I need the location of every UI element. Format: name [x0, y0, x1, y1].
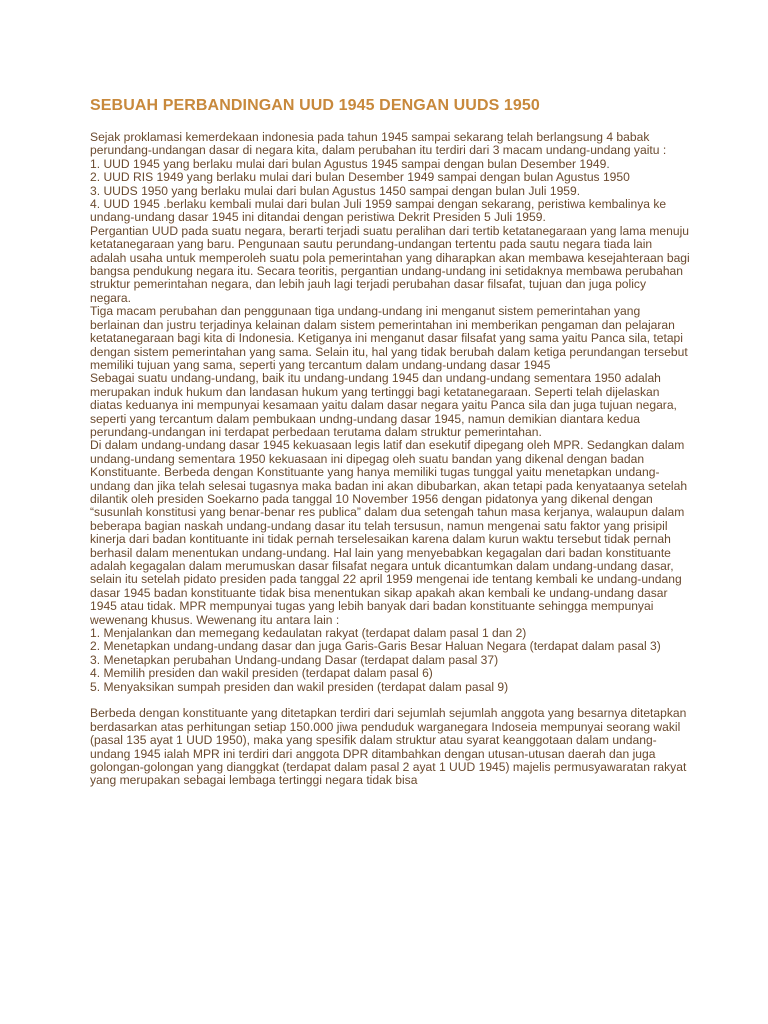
paragraph-kekuasaan: Di dalam undang-undang dasar 1945 kekuasaan legis latif dan esekutif dipegang oleh MPR. Sedangkan dalam undang-undang sementara 1950 kekuasaan ini dipegag oleh suatu bandan yang dikenal dengan badan Konstituante. Berbeda dengan Konstituante yang hanya memiliki tugas tunggal yaitu menetapkan undang-undang dan jika telah selesai tugasnya maka badan ini akan dibubarkan, akan tetapi pada kenyataanya setelah dilantik oleh presiden Soekarno pada tanggal 10 November 1956 dengan pidatonya yang dikenal dengan “susunlah konstitusi yang benar-benar res publica” dalam dua setengah tahun masa kerjanya, walaupun dalam beberapa bagian naskah undang-undang dasar itu telah tersusun, namun mengenai satu faktor yang prisipil kinerja dari badan kontituante ini tidak pernah terselesaikan karena dalam kurun waktu tersebut tidak pernah berhasil dalam menentukan undang-undang. Hal lain yang menyebabkan kegagalan dari badan konstituante adalah kegagalan dalam merumuskan dasar filsafat negara untuk dicantumkan dalam undang-undang dasar, selain itu setelah pidato presiden pada tanggal 22 april 1959 mengenai ide tentang kembali ke undang-undang dasar 1945 badan konstituante tidak bisa menentukan sikap apakah akan kembali ke undang-undang dasar 1945 atau tidak. MPR mempunyai tugas yang lebih banyak dari badan konstituante sehingga mempunyai wewenang khusus. Wewenang itu antara lain :: [90, 438, 688, 627]
list-item: 1. UUD 1945 yang berlaku mulai dari bulan Agustus 1945 sampai dengan bulan Desember 1949.: [90, 156, 610, 171]
list-item: 3. UUDS 1950 yang berlaku mulai dari bulan Agustus 1450 sampai dengan bulan Juli 1959.: [90, 183, 581, 198]
paragraph-konstituante: Berbeda dengan konstituante yang ditetapkan terdiri dari sejumlah sejumlah anggota yang besarnya ditetapkan berdasarkan atas perhitungan setiap 150.000 jiwa penduduk warganegara Indoseia mempunyai seorang wakil (pasal 135 ayat 1 UUD 1950), maka yang spesifik dalam struktur atau syarat keanggotaan dalam undang-undang 1945 ialah MPR ini terdiri dari anggota DPR ditambahkan dengan utusan-utusan daerah dan juga golongan-golongan yang dianggkat (terdapat dalam pasal 2 ayat 1 UUD 1945) majelis permusyawaratan rakyat yang merupakan sebagai lembaga tertinggi negara tidak bisa: [90, 706, 687, 788]
list-item: 2. UUD RIS 1949 yang berlaku mulai dari bulan Desember 1949 sampai dengan bulan Agustus 1950: [90, 170, 630, 185]
document-page: [90, 96, 690, 788]
list-item: 2. Menetapkan undang-undang dasar dan juga Garis-Garis Besar Haluan Negara (terdapat dalam pasal 3): [90, 639, 661, 654]
babak-list: [90, 158, 690, 225]
wewenang-list: [90, 627, 690, 694]
document-title: SEBUAH PERBANDINGAN UUD 1945 DENGAN UUDS 1950: [90, 97, 540, 114]
list-item: 5. Menyaksikan sumpah presiden dan wakil presiden (terdapat dalam pasal 9): [90, 679, 509, 694]
list-item: 4. UUD 1945 .berlaku kembali mulai dari bulan Juli 1959 sampai dengan sekarang, peristiwa kembalinya ke undang-undang dasar 1945 ini ditandai dengan peristiwa Dekrit Presiden 5 Juli 1959.: [90, 197, 667, 225]
paragraph-spacer: [90, 694, 690, 707]
list-item: 1. Menjalankan dan memegang kedaulatan rakyat (terdapat dalam pasal 1 dan 2): [90, 626, 527, 641]
list-item: 3. Menetapkan perubahan Undang-undang Dasar (terdapat dalam pasal 37): [90, 652, 499, 667]
paragraph-tiga-macam: Tiga macam perubahan dan penggunaan tiga undang-undang ini menganut sistem pemerintahan yang berlainan dan justru terjadinya kelainan dalam sistem pemerintahan ini memberikan pengaman dan pelajaran ketatanegaraan bagi kita di Indonesia. Ketiganya ini menganut dasar filsafat yang sama yaitu Panca sila, tetapi dengan sistem pemerintahan yang sama. Selain itu, hal yang tidak berubah dalam ketiga perundangan tersebut memiliki tujuan yang sama, seperti yang tercantum dalam undang-undang dasar 1945: [90, 304, 688, 372]
paragraph-pergantian: Pergantian UUD pada suatu negara, berarti terjadi suatu peralihan dari tertib ketatanegaraan yang lama menuju ketatanegaraan yang baru. Pengunaan sautu perundang-undangan tertentu pada sautu negara tiada lain adalah usaha untuk memperoleh suatu pola pemerintahan yang diharapkan akan membawa kesejahteraan bagi bangsa pendukung negara itu. Secara teoritis, pergantian undang-undang ini setidaknya membawa perubahan struktur pemerintahan negara, dan lebih jauh lagi terjadi perubahan dasar filsafat, tujuan dan juga policy negara.: [90, 223, 690, 305]
paragraph-sebagai-undang-undang: Sebagai suatu undang-undang, baik itu undang-undang 1945 dan undang-undang sementara 1950 adalah merupakan induk hukum dan landasan hukum yang tertinggi bagi ketatanegaraan. Seperti telah dijelaskan diatas keduanya ini mempunyai kesamaan yaitu dalam dasar negara yaitu Panca sila dan juga tujuan negara, seperti yang tercantum dalam pembukaan undng-undang dasar 1945, namun demikian diantara kedua perundang-undangan ini terdapat perbedaan terutama dalam struktur pemerintahan.: [90, 371, 677, 439]
intro-paragraph: Sejak proklamasi kemerdekaan indonesia pada tahun 1945 sampai sekarang telah berlangsung 4 babak perundang-undangan dasar di negara kita, dalam perubahan itu terdiri dari 3 macam undang-undang yaitu :: [90, 130, 667, 158]
list-item: 4. Memilih presiden dan wakil presiden (terdapat dalam pasal 6): [90, 666, 433, 681]
